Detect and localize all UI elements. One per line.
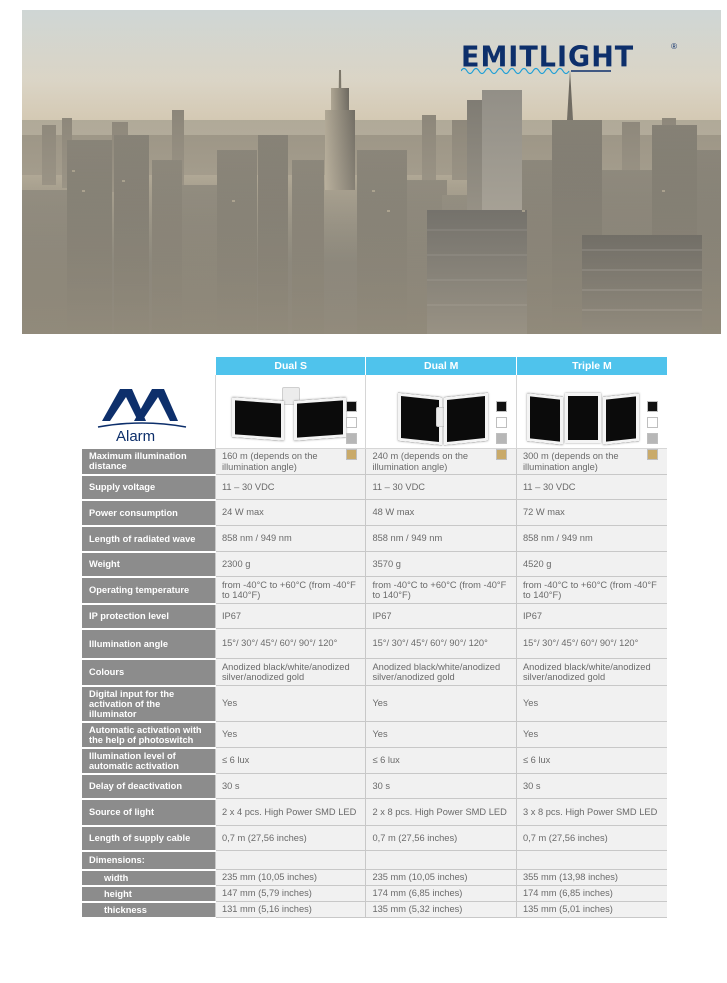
spec-value: 160 m (depends on the illumination angle) bbox=[215, 449, 366, 475]
spec-value: 240 m (depends on the illumination angle) bbox=[366, 449, 517, 475]
spec-row-dimension-thickness bbox=[82, 902, 667, 918]
spec-row-colours bbox=[82, 659, 667, 686]
spec-value: Anodized black/white/anodized silver/anodized gold bbox=[215, 659, 366, 686]
model-name: Dual M bbox=[366, 357, 517, 375]
spec-row-supply-voltage bbox=[82, 475, 667, 500]
spec-value: ≤ 6 lux bbox=[516, 748, 667, 774]
spec-row-max-illumination-distance bbox=[82, 449, 667, 475]
colour-swatch-gold bbox=[496, 449, 507, 460]
spec-row-illumination-level bbox=[82, 748, 667, 774]
colour-swatch-gold bbox=[346, 449, 357, 460]
spec-value: Anodized black/white/anodized silver/anodized gold bbox=[366, 659, 517, 686]
product-image-dual-m bbox=[366, 375, 517, 449]
spec-label: Colours bbox=[82, 659, 215, 686]
wave-icon bbox=[461, 66, 611, 76]
spec-label: Automatic activation with the help of photoswitch bbox=[82, 722, 215, 748]
colour-swatch-gold bbox=[647, 449, 658, 460]
spec-value: 15°/ 30°/ 45°/ 60°/ 90°/ 120° bbox=[215, 629, 366, 659]
spec-value: 355 mm (13,98 inches) bbox=[516, 870, 667, 886]
spec-label: Maximum illumination distance bbox=[82, 449, 215, 475]
spec-value: 135 mm (5,32 inches) bbox=[366, 902, 517, 918]
spec-value: 30 s bbox=[215, 774, 366, 799]
spec-value: 174 mm (6,85 inches) bbox=[516, 886, 667, 902]
colour-swatch-silver bbox=[346, 433, 357, 444]
spec-value: from -40°C to +60°C (from -40°F to 140°F) bbox=[215, 577, 366, 604]
alarm-logo bbox=[94, 383, 204, 443]
spec-value: 3 x 8 pcs. High Power SMD LED bbox=[516, 799, 667, 826]
spec-value: 2 x 8 pcs. High Power SMD LED bbox=[366, 799, 517, 826]
spec-value: 30 s bbox=[516, 774, 667, 799]
spec-value: 24 W max bbox=[215, 500, 366, 526]
spec-row-power-consumption bbox=[82, 500, 667, 526]
spec-label: Weight bbox=[82, 552, 215, 577]
spec-value: from -40°C to +60°C (from -40°F to 140°F) bbox=[516, 577, 667, 604]
product-image-triple-m bbox=[516, 375, 667, 449]
spec-row-dimensions-heading bbox=[82, 851, 667, 870]
spec-value: 147 mm (5,79 inches) bbox=[215, 886, 366, 902]
spec-value: 858 nm / 949 nm bbox=[516, 526, 667, 552]
spec-row-ip-protection-level bbox=[82, 604, 667, 629]
colour-swatch-black bbox=[346, 401, 357, 412]
colour-swatch-silver bbox=[647, 433, 658, 444]
colour-swatch-white bbox=[496, 417, 507, 428]
spec-label: Digital input for the activation of the illuminator bbox=[82, 686, 215, 722]
spec-value: 135 mm (5,01 inches) bbox=[516, 902, 667, 918]
spec-value: from -40°C to +60°C (from -40°F to 140°F) bbox=[366, 577, 517, 604]
product-image-dual-s bbox=[215, 375, 366, 449]
colour-swatch-black bbox=[647, 401, 658, 412]
spec-value: Yes bbox=[215, 686, 366, 722]
model-name: Dual S bbox=[215, 357, 366, 375]
spec-value: 2 x 4 pcs. High Power SMD LED bbox=[215, 799, 366, 826]
spec-label: IP protection level bbox=[82, 604, 215, 629]
spec-value: Yes bbox=[366, 722, 517, 748]
spec-row-operating-temperature bbox=[82, 577, 667, 604]
alarm-logo-cell bbox=[82, 375, 215, 449]
spec-value: 235 mm (10,05 inches) bbox=[366, 870, 517, 886]
spec-value: IP67 bbox=[215, 604, 366, 629]
spec-label: Source of light bbox=[82, 799, 215, 826]
spec-value: 0,7 m (27,56 inches) bbox=[366, 826, 517, 851]
spec-value: 3570 g bbox=[366, 552, 517, 577]
spec-value: Yes bbox=[516, 722, 667, 748]
spec-row-length-of-radiated-wave bbox=[82, 526, 667, 552]
model-name: Triple M bbox=[516, 357, 667, 375]
spec-label: Delay of deactivation bbox=[82, 774, 215, 799]
spec-value: ≤ 6 lux bbox=[366, 748, 517, 774]
spec-value: IP67 bbox=[366, 604, 517, 629]
spec-value: Yes bbox=[215, 722, 366, 748]
colour-swatch-silver bbox=[496, 433, 507, 444]
emitlight-logo bbox=[461, 41, 677, 82]
spec-value: 11 – 30 VDC bbox=[366, 475, 517, 500]
hero-banner bbox=[22, 10, 721, 334]
spec-value: Yes bbox=[516, 686, 667, 722]
colour-swatch-black bbox=[496, 401, 507, 412]
spec-value: 11 – 30 VDC bbox=[215, 475, 366, 500]
spec-label: Illumination angle bbox=[82, 629, 215, 659]
spec-row-dimension-width bbox=[82, 870, 667, 886]
spec-row-illumination-angle bbox=[82, 629, 667, 659]
spec-value: 2300 g bbox=[215, 552, 366, 577]
spec-label: Power consumption bbox=[82, 500, 215, 526]
spec-value: 30 s bbox=[366, 774, 517, 799]
spec-value: 174 mm (6,85 inches) bbox=[366, 886, 517, 902]
spec-value: 72 W max bbox=[516, 500, 667, 526]
spec-value: Yes bbox=[366, 686, 517, 722]
spec-value: 15°/ 30°/ 45°/ 60°/ 90°/ 120° bbox=[516, 629, 667, 659]
spec-value: ≤ 6 lux bbox=[215, 748, 366, 774]
spec-label: Dimensions: bbox=[82, 851, 215, 870]
spec-row-automatic-activation bbox=[82, 722, 667, 748]
alarm-logo-text: Alarm bbox=[116, 427, 156, 443]
spec-label: Supply voltage bbox=[82, 475, 215, 500]
spec-value: 858 nm / 949 nm bbox=[215, 526, 366, 552]
spec-label: Operating temperature bbox=[82, 577, 215, 604]
spec-label: Length of radiated wave bbox=[82, 526, 215, 552]
spec-value: 15°/ 30°/ 45°/ 60°/ 90°/ 120° bbox=[366, 629, 517, 659]
spec-value: 4520 g bbox=[516, 552, 667, 577]
spec-value: IP67 bbox=[516, 604, 667, 629]
model-header-row bbox=[82, 357, 667, 375]
brand-name: EMITLIGHT bbox=[461, 41, 635, 74]
spec-label: width bbox=[82, 870, 215, 886]
spec-row-length-of-supply-cable bbox=[82, 826, 667, 851]
spec-value: 858 nm / 949 nm bbox=[366, 526, 517, 552]
spec-value: 235 mm (10,05 inches) bbox=[215, 870, 366, 886]
spec-value: Anodized black/white/anodized silver/anodized gold bbox=[516, 659, 667, 686]
spec-label: height bbox=[82, 886, 215, 902]
spec-label: Length of supply cable bbox=[82, 826, 215, 851]
colour-swatch-white bbox=[346, 417, 357, 428]
spec-label: Illumination level of automatic activation bbox=[82, 748, 215, 774]
spec-value: 48 W max bbox=[366, 500, 517, 526]
spec-label: thickness bbox=[82, 902, 215, 918]
spec-value: 0,7 m (27,56 inches) bbox=[516, 826, 667, 851]
spec-value: 11 – 30 VDC bbox=[516, 475, 667, 500]
spec-value: 0,7 m (27,56 inches) bbox=[215, 826, 366, 851]
specification-table bbox=[82, 357, 667, 919]
registered-mark: ® bbox=[671, 42, 677, 51]
spec-value: 300 m (depends on the illumination angle) bbox=[516, 449, 667, 475]
spec-row-delay-of-deactivation bbox=[82, 774, 667, 799]
colour-swatch-white bbox=[647, 417, 658, 428]
spec-value: 131 mm (5,16 inches) bbox=[215, 902, 366, 918]
spec-row-dimension-height bbox=[82, 886, 667, 902]
spec-row-source-of-light bbox=[82, 799, 667, 826]
spec-row-weight bbox=[82, 552, 667, 577]
spec-row-digital-input bbox=[82, 686, 667, 722]
product-image-row bbox=[82, 375, 667, 449]
